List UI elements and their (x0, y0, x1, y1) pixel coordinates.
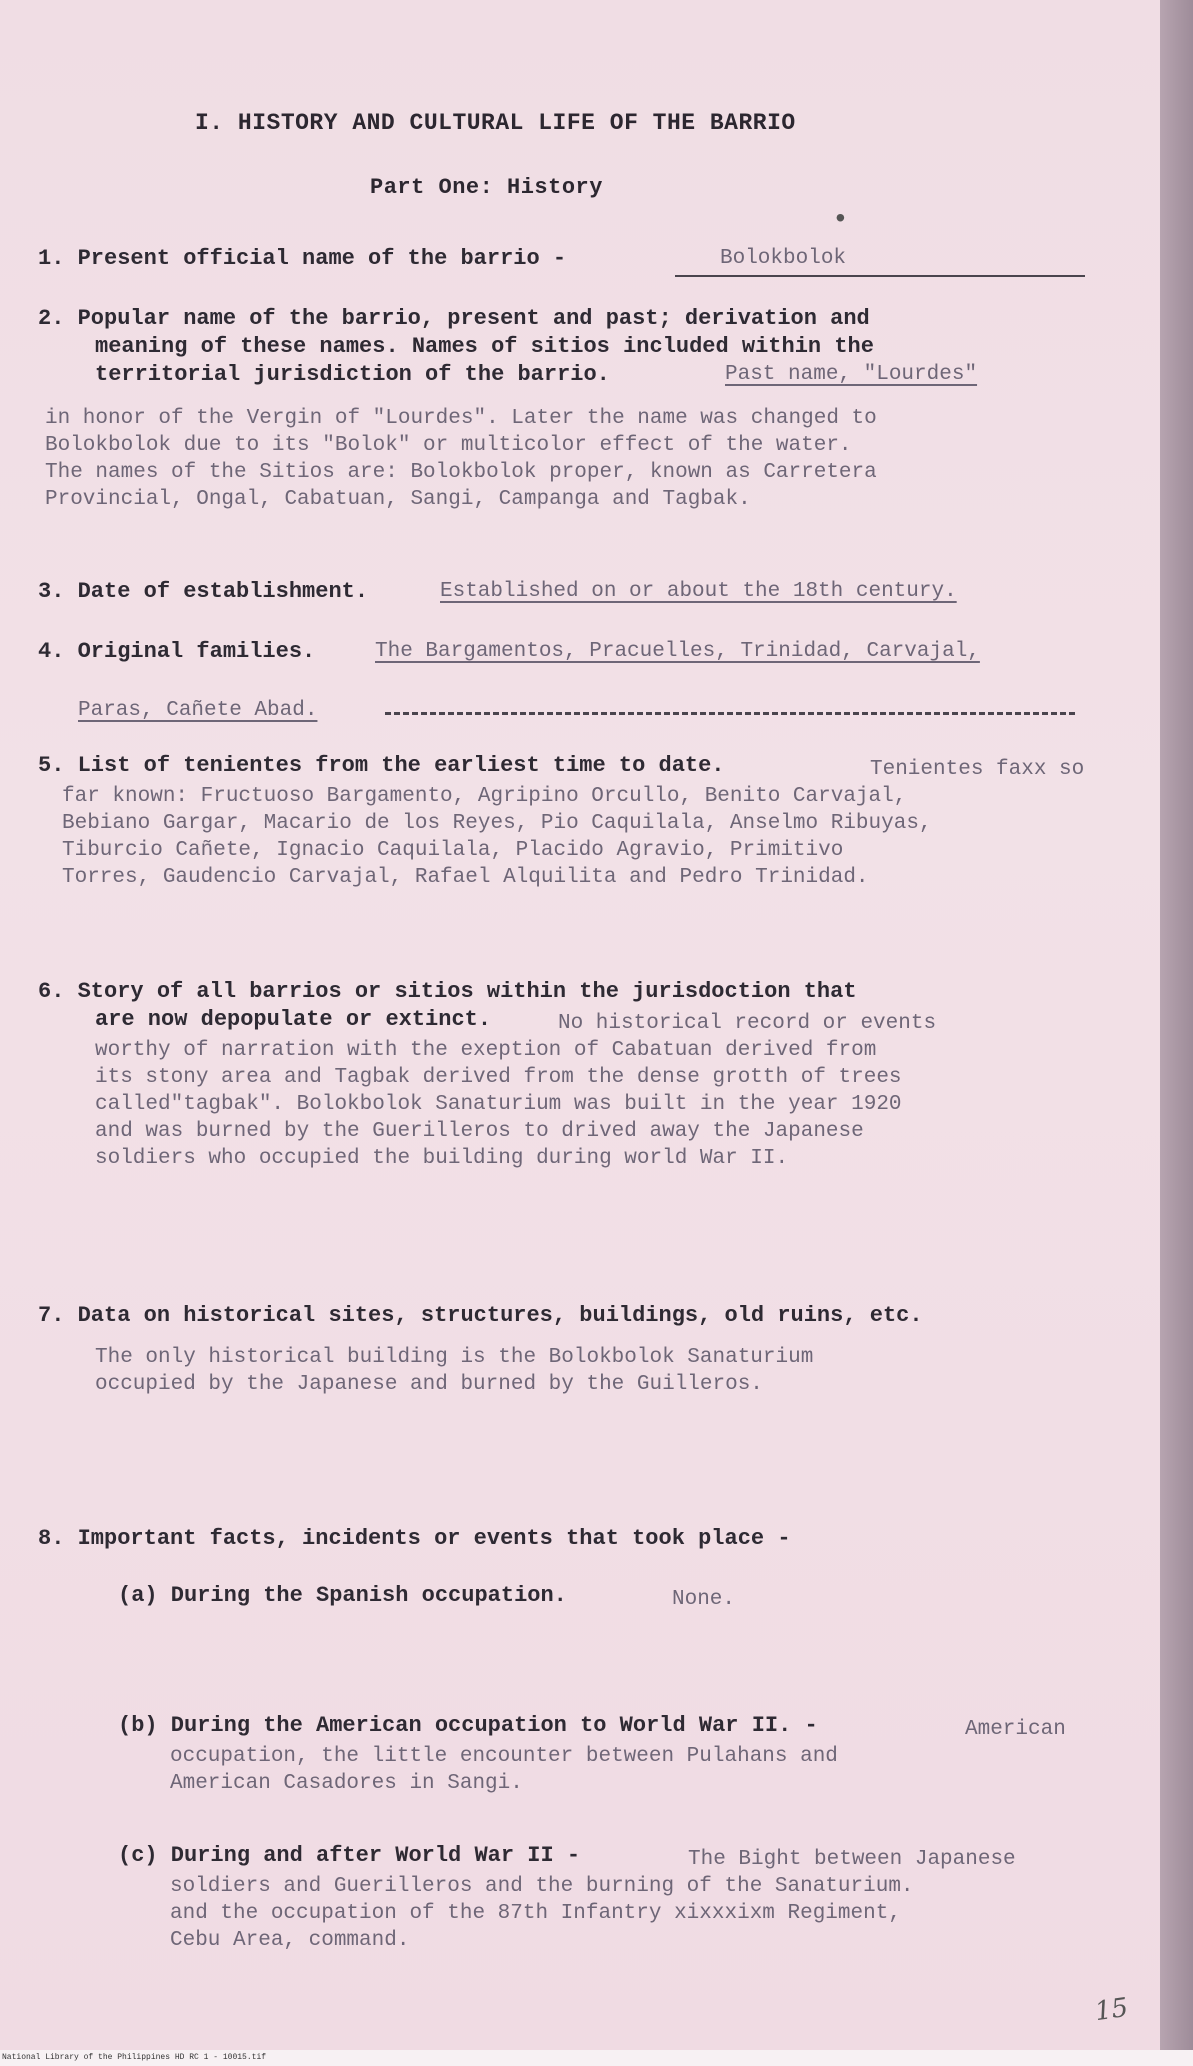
q8a-answer: None. (672, 1588, 736, 1611)
q3-label: 3. Date of establishment. (38, 579, 369, 604)
q7-answer-2: occupied by the Japanese and burned by the Guilleros. (95, 1373, 763, 1396)
q5-answer-inline: Tenientes faxx so (870, 758, 1085, 781)
q2-answer-3: The names of the Sitios are: Bolokbolok proper, known as Carretera (45, 461, 877, 484)
q8c-label: (c) During and after World War II - (118, 1843, 581, 1868)
scan-footer: National Library of the Philippines HD RC 1 - 10015.tif (0, 2050, 1193, 2066)
q5-answer-4: Torres, Gaudencio Carvajal, Rafael Alquilita and Pedro Trinidad. (62, 866, 869, 889)
q2-answer-2: Bolokbolok due to its "Bolok" or multicolor effect of the water. (45, 434, 852, 457)
ink-dot: • (832, 205, 849, 236)
page-edge (1160, 0, 1193, 2066)
q1-answer: Bolokbolok (720, 247, 847, 270)
q2-label-1: 2. Popular name of the barrio, present and past; derivation and (38, 306, 870, 331)
q2-answer-inline: Past name, "Lourdes" (725, 363, 978, 386)
q8c-answer-1: soldiers and Guerilleros and the burning of the Sanaturium. (170, 1875, 914, 1898)
q2-label-2: meaning of these names. Names of sitios included within the (95, 334, 874, 359)
q6-answer-3: called"tagbak". Bolokbolok Sanaturium was built in the year 1920 (95, 1093, 902, 1116)
q8b-answer-2: American Casadores in Sangi. (170, 1772, 523, 1795)
document-subtitle: Part One: History (370, 175, 603, 200)
q6-answer-inline: No historical record or events (558, 1012, 937, 1035)
q7-label: 7. Data on historical sites, structures, buildings, old ruins, etc. (38, 1303, 923, 1328)
q1-underline (675, 275, 1085, 277)
q5-answer-2: Bebiano Gargar, Macario de los Reyes, Pio Caquilala, Anselmo Ribuyas, (62, 812, 932, 835)
q8b-answer-1: occupation, the little encounter between Pulahans and (170, 1745, 838, 1768)
q3-answer: Established on or about the 18th century. (440, 580, 957, 603)
q4-underline (385, 712, 1075, 715)
q8b-answer-inline: American (965, 1718, 1066, 1741)
q1-label: 1. Present official name of the barrio - (38, 246, 567, 271)
q5-answer-3: Tiburcio Cañete, Ignacio Caquilala, Placido Agravio, Primitivo (62, 839, 844, 862)
q6-label-1: 6. Story of all barrios or sitios within the jurisdoction that (38, 979, 857, 1004)
q6-answer-1: worthy of narration with the exeption of Cabatuan derived from (95, 1039, 877, 1062)
q8c-answer-3: Cebu Area, command. (170, 1929, 410, 1952)
q4-answer-1: The Bargamentos, Pracuelles, Trinidad, Carvajal, (375, 640, 980, 663)
q2-answer-4: Provincial, Ongal, Cabatuan, Sangi, Campanga and Tagbak. (45, 488, 751, 511)
q6-answer-4: and was burned by the Guerilleros to drived away the Japanese (95, 1120, 864, 1143)
q6-label-2: are now depopulate or extinct. (95, 1007, 492, 1032)
q4-label: 4. Original families. (38, 639, 316, 664)
q6-answer-2: its stony area and Tagbak derived from the dense grotth of trees (95, 1066, 902, 1089)
q4-answer-2: Paras, Cañete Abad. (78, 699, 318, 722)
q8c-answer-inline: The Bight between Japanese (688, 1848, 1016, 1871)
q7-answer-1: The only historical building is the Bolokbolok Sanaturium (95, 1346, 814, 1369)
q2-label-3: territorial jurisdiction of the barrio. (95, 362, 610, 387)
q8b-label: (b) During the American occupation to World War II. - (118, 1713, 818, 1738)
q8-label: 8. Important facts, incidents or events that took place - (38, 1526, 791, 1551)
q5-label: 5. List of tenientes from the earliest time to date. (38, 753, 725, 778)
q8a-label: (a) During the Spanish occupation. (118, 1583, 567, 1608)
q8c-answer-2: and the occupation of the 87th Infantry xixxxixm Regiment, (170, 1902, 901, 1925)
page-number: 15 (1093, 1992, 1131, 2028)
q6-answer-5: soldiers who occupied the building during world War II. (95, 1147, 789, 1170)
document-title: I. HISTORY AND CULTURAL LIFE OF THE BARRIO (195, 110, 796, 136)
q2-answer-1: in honor of the Vergin of "Lourdes". Later the name was changed to (45, 407, 877, 430)
q5-answer-1: far known: Fructuoso Bargamento, Agripino Orcullo, Benito Carvajal, (62, 785, 907, 808)
